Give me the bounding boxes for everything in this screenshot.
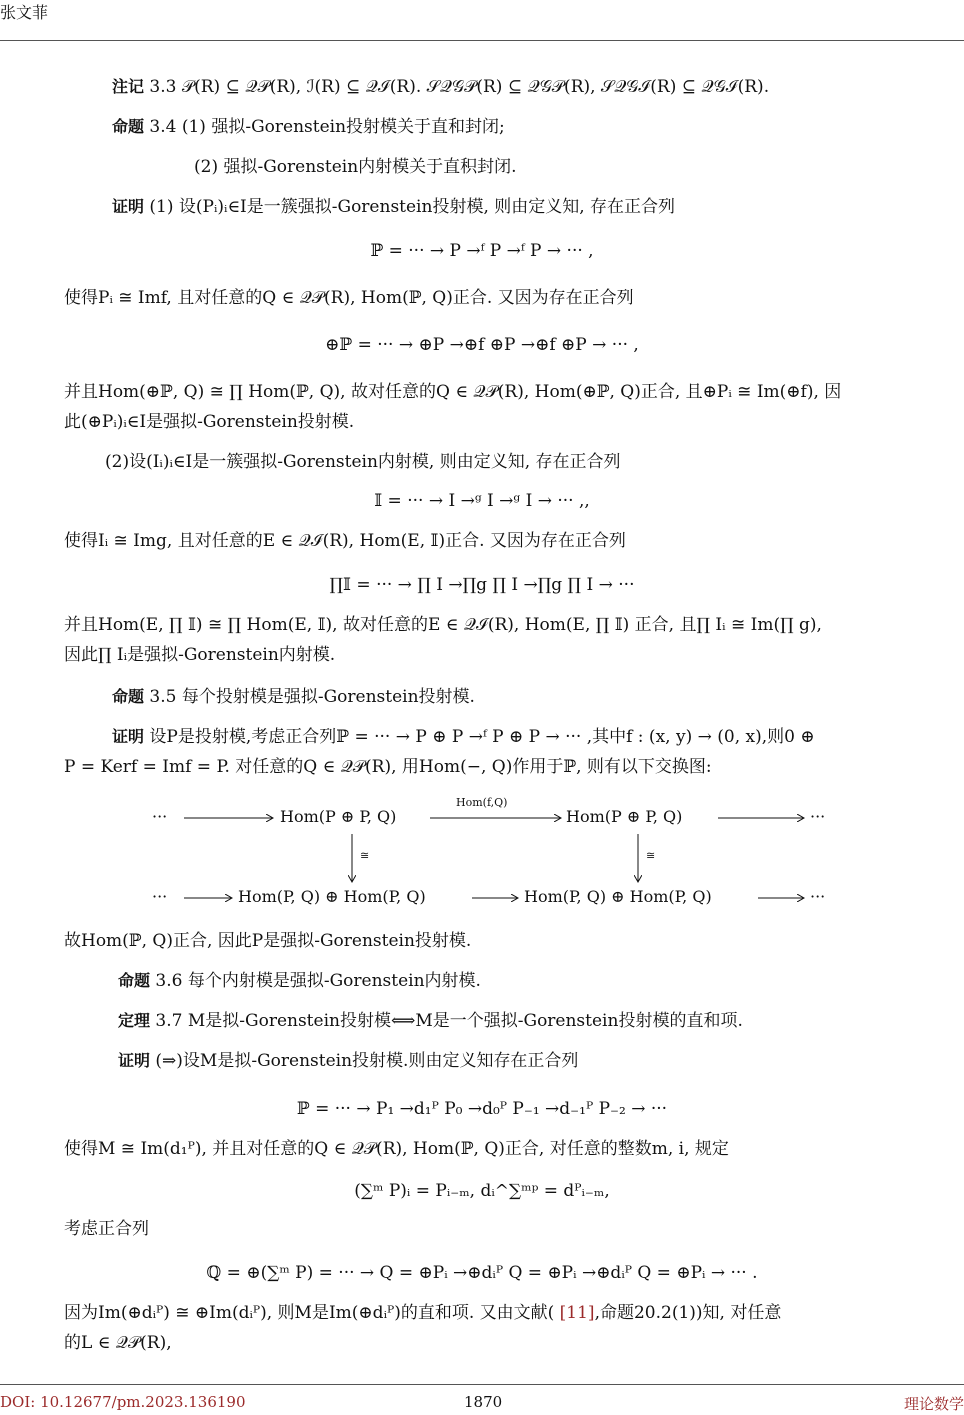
equation-shift-definition: (∑ᵐ P)ᵢ = Pᵢ₋ₘ, dᵢ^∑ᵐᵖ = dᴾᵢ₋ₘ,	[354, 1181, 610, 1201]
paragraph-text: ,命题20.2(1))知, 对任意	[594, 1303, 782, 1323]
paragraph-line: 考虑正合列	[64, 1219, 149, 1239]
paragraph-line: 使得Pᵢ ≅ Imf, 且对任意的Q ∈ 𝒬𝒫(R), Hom(ℙ, Q)正合. 又因为存在正合列	[64, 288, 634, 308]
paragraph-text: 因为Im(⊕dᵢᴾ) ≅ ⊕Im(dᵢᴾ), 则M是Im(⊕dᵢᴾ)的直和项. 又由文献(	[64, 1303, 560, 1323]
proof-label: 证明	[112, 197, 145, 216]
paragraph-line: 此(⊕Pᵢ)ᵢ∈I是强拟-Gorenstein投射模.	[64, 412, 355, 432]
equation-p-complex: ℙ = ··· → P₁ →d₁ᴾ P₀ →d₀ᴾ P₋₁ →d₋₁ᴾ P₋₂ → ···	[296, 1099, 668, 1119]
proposition-label: 命题	[118, 971, 151, 990]
cd-dots-top-left: ···	[152, 807, 168, 826]
theorem-3-7	[118, 1010, 743, 1032]
proof-label: 证明	[118, 1051, 151, 1070]
cd-dots-top-right: ···	[810, 807, 826, 826]
paragraph-line	[64, 1302, 781, 1324]
theorem-text: 3.7 M是拟-Gorenstein投射模⟺M是一个强拟-Gorenstein投射模的直和项.	[155, 1011, 743, 1031]
paragraph-line: 使得Iᵢ ≅ Img, 且对任意的E ∈ 𝒬ℐ(R), Hom(E, 𝕀)正合. 又因为存在正合列	[64, 531, 626, 551]
cd-iso-right: ≅	[646, 849, 656, 862]
proposition-text: 3.5 每个投射模是强拟-Gorenstein投射模.	[149, 687, 475, 707]
proposition-label: 命题	[112, 687, 145, 706]
proof-3-7	[118, 1050, 578, 1072]
footer-journal-link[interactable]: 理论数学	[903, 1395, 964, 1413]
page-footer	[0, 1384, 964, 1415]
theorem-label: 定理	[118, 1011, 151, 1030]
footer-doi-link[interactable]: DOI: 10.12677/pm.2023.136190	[0, 1393, 246, 1411]
equation-i-sequence: 𝕀 = ··· → I →ᵍ I →ᵍ I → ··· ,,	[374, 491, 590, 511]
paragraph-line: P = Kerf = Imf = P. 对任意的Q ∈ 𝒬𝒫(R), 用Hom(−, Q)作用于ℙ, 则有以下交换图:	[64, 757, 712, 777]
equation-p-sequence: ℙ = ··· → P →ᶠ P →ᶠ P → ··· ,	[370, 241, 594, 261]
cd-top-right-node: Hom(P ⊕ P, Q)	[566, 807, 683, 826]
paragraph-line: 因此∏ Iᵢ是强拟-Gorenstein内射模.	[64, 645, 336, 665]
proof-text: (1) 设(Pᵢ)ᵢ∈I是一簇强拟-Gorenstein投射模, 则由定义知, 存在正合列	[149, 197, 676, 217]
remark-label: 注记	[112, 77, 145, 96]
equation-q-sequence: ℚ = ⊕(∑ᵐ P) = ··· → Q = ⊕Pᵢ →⊕dᵢᴾ Q = ⊕Pᵢ →⊕dᵢᴾ Q = ⊕Pᵢ → ··· .	[206, 1263, 758, 1283]
cd-top-left-node: Hom(P ⊕ P, Q)	[280, 807, 397, 826]
cd-bottom-right-node: Hom(P, Q) ⊕ Hom(P, Q)	[524, 887, 712, 906]
footer-page-number: 1870	[464, 1393, 503, 1411]
proposition-text: 3.4 (1) 强拟-Gorenstein投射模关于直和封闭;	[149, 117, 505, 137]
paragraph-line: 并且Hom(⊕ℙ, Q) ≅ ∏ Hom(ℙ, Q), 故对任意的Q ∈ 𝒬𝒫(R), Hom(⊕ℙ, Q)正合, 且⊕Pᵢ ≅ Im(⊕f), 因	[64, 382, 842, 402]
proposition-3-4-part-2: (2) 强拟-Gorenstein内射模关于直积封闭.	[194, 157, 517, 177]
proof-text: 设P是投射模,考虑正合列ℙ = ··· → P ⊕ P →ᶠ P ⊕ P → ··· ,其中f : (x, y) → (0, x),则0 ⊕	[149, 727, 815, 747]
proposition-3-6	[118, 970, 481, 992]
cd-dots-bottom-right: ···	[810, 887, 826, 906]
paragraph-line: 故Hom(ℙ, Q)正合, 因此P是强拟-Gorenstein投射模.	[64, 931, 472, 951]
paragraph-line: 使得M ≅ Im(d₁ᴾ), 并且对任意的Q ∈ 𝒬𝒫(R), Hom(ℙ, Q)正合, 对任意的整数m, i, 规定	[64, 1139, 729, 1159]
cd-top-arrow-label: Hom(f,Q)	[456, 796, 508, 809]
proposition-label: 命题	[112, 117, 145, 136]
cd-dots-bottom-left: ···	[152, 887, 168, 906]
cd-iso-left: ≅	[360, 849, 370, 862]
citation-link[interactable]: [11]	[559, 1303, 595, 1323]
equation-sum-p-sequence: ⊕ℙ = ··· → ⊕P →⊕f ⊕P →⊕f ⊕P → ··· ,	[325, 335, 639, 355]
remark-text: 3.3 𝒫(R) ⊆ 𝒬𝒫(R), ℐ(R) ⊆ 𝒬ℐ(R). 𝒮𝒬𝒢𝒫(R) ⊆ 𝒬𝒢𝒫(R), 𝒮𝒬𝒢ℐ(R) ⊆ 𝒬𝒢ℐ(R).	[149, 77, 770, 97]
proof-text: (⇒)设M是拟-Gorenstein投射模.则由定义知存在正合列	[155, 1051, 579, 1071]
cd-bottom-left-node: Hom(P, Q) ⊕ Hom(P, Q)	[238, 887, 426, 906]
paragraph-line: 的L ∈ 𝒬𝒫(R),	[64, 1333, 172, 1353]
equation-prod-i-sequence: ∏𝕀 = ··· → ∏ I →∏g ∏ I →∏g ∏ I → ···	[329, 575, 635, 595]
proposition-text: 3.6 每个内射模是强拟-Gorenstein内射模.	[155, 971, 481, 991]
proof-part-2: (2)设(Iᵢ)ᵢ∈I是一簇强拟-Gorenstein内射模, 则由定义知, 存在正合列	[105, 452, 621, 472]
proof-label: 证明	[112, 727, 145, 746]
paragraph-line: 并且Hom(E, ∏ 𝕀) ≅ ∏ Hom(E, 𝕀), 故对任意的E ∈ 𝒬ℐ(R), Hom(E, ∏ 𝕀) 正合, 且∏ Iᵢ ≅ Im(∏ g),	[64, 615, 822, 635]
header-author: 张文菲	[0, 3, 49, 22]
